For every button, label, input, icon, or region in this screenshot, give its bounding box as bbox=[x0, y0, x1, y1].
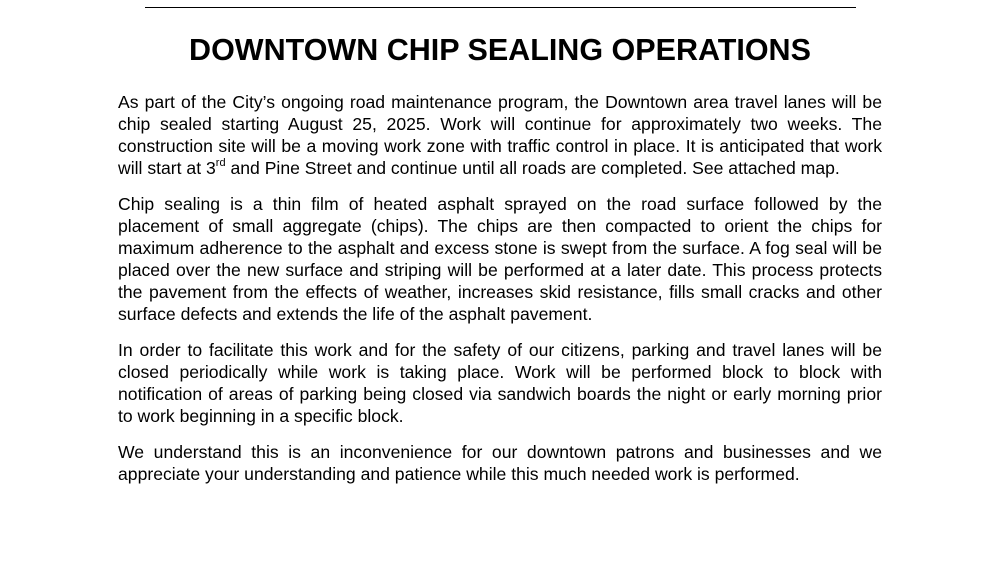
paragraph-schedule bbox=[118, 91, 882, 179]
ordinal-suffix: rd bbox=[215, 157, 226, 170]
paragraph-schedule-text-a: As part of the City’s ongoing road maintenance program, the Downtown area travel lanes will be chip sealed starting August 25, 2025. Work will continue for approximately two weeks. The construction site will be a moving work zone with traffic control in place. It is anticipated that work will start at 3 bbox=[118, 92, 882, 178]
paragraph-schedule-text-b: and Pine Street and continue until all roads are completed. See attached map. bbox=[225, 158, 840, 178]
header-divider bbox=[145, 7, 856, 8]
paragraph-apology: We understand this is an inconvenience for our downtown patrons and businesses and we appreciate your understanding and patience while this much needed work is performed. bbox=[118, 442, 882, 484]
paragraph-closures: In order to facilitate this work and for the safety of our citizens, parking and travel lanes will be closed periodically while work is taking place. Work will be performed block to block with notification of areas of parking being closed via sandwich boards the night or early morning prior to work beginning in a specific block. bbox=[118, 340, 882, 426]
document-body bbox=[118, 91, 882, 485]
paragraph-process: Chip sealing is a thin film of heated asphalt sprayed on the road surface followed by the placement of small aggregate (chips). The chips are then compacted to orient the chips for maximum adherence to the asphalt and excess stone is swept from the surface. A fog seal will be placed over the new surface and striping will be performed at a later date. This process protects the pavement from the effects of weather, increases skid resistance, fills small cracks and other surface defects and extends the life of the asphalt pavement. bbox=[118, 194, 882, 324]
page-title: DOWNTOWN CHIP SEALING OPERATIONS bbox=[189, 33, 811, 67]
